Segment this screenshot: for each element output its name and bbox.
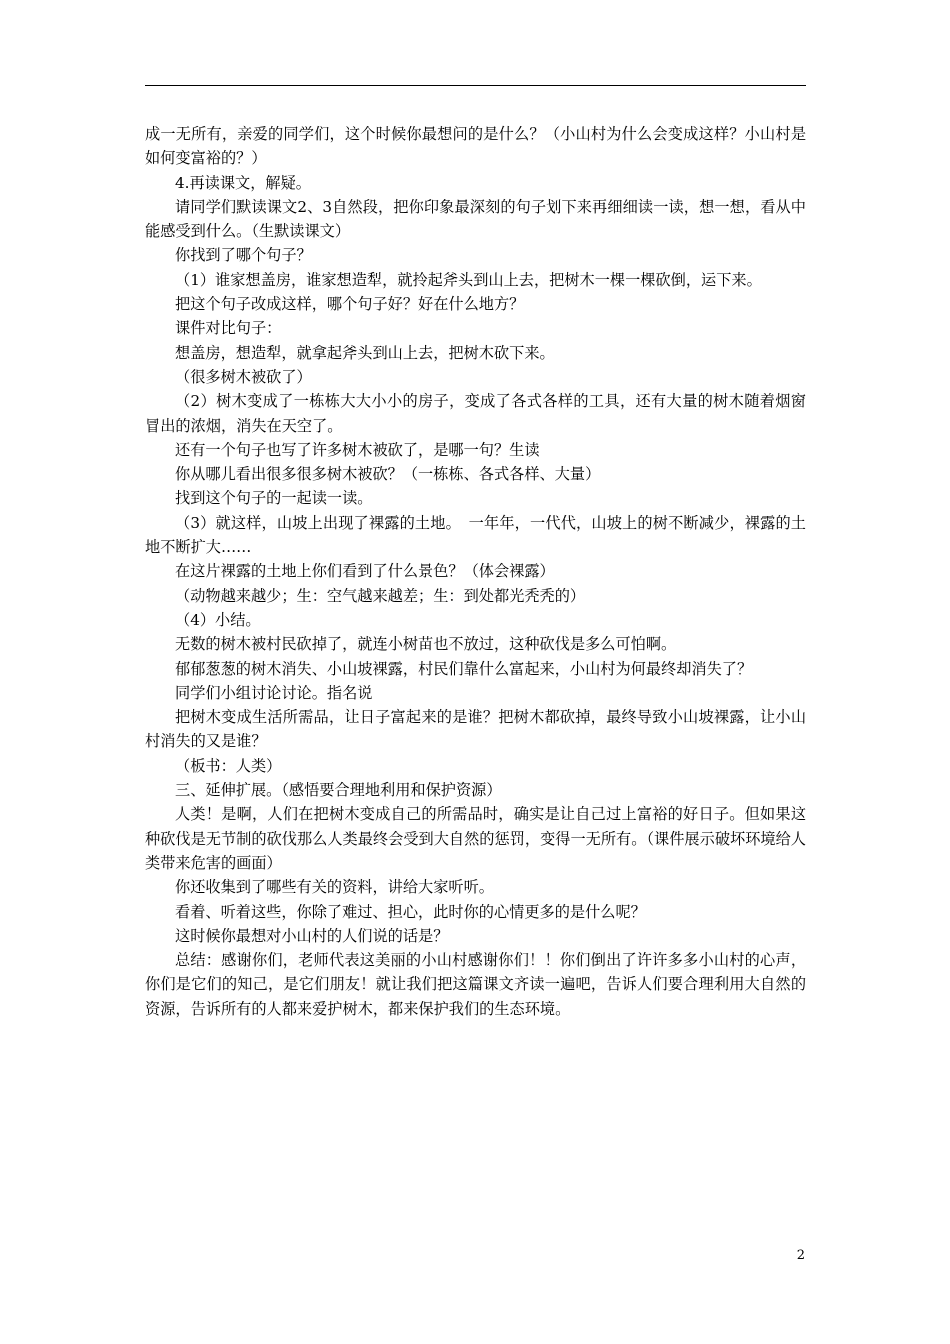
paragraph: 人类！是啊，人们在把树木变成自己的所需品时，确实是让自己过上富裕的好日子。但如果这种砍伐是无节制的砍伐那么人类最终会受到大自然的惩罚，变得一无所有。（课件展示破坏环境给人类带来危害的画面） xyxy=(145,805,806,872)
paragraph: （4）小结。 xyxy=(175,610,261,629)
paragraph: 你找到了哪个句子？ xyxy=(175,246,312,265)
paragraph: 你还收集到了哪些有关的资料，讲给大家听听。 xyxy=(175,878,494,897)
paragraph: 郁郁葱葱的树木消失、小山坡裸露，村民们靠什么富起来，小山村为何最终却消失了？ xyxy=(175,659,753,678)
paragraph: 课件对比句子： xyxy=(175,319,282,338)
paragraph: 总结：感谢你们，老师代表这美丽的小山村感谢你们！！你们倒出了许许多多小山村的心声，你们是它们的知己，是它们朋友！就让我们把这篇课文齐读一遍吧，告诉人们要合理利用大自然的资源，告诉所有的人都来爱护树木，都来保护我们的生态环境。 xyxy=(145,951,806,1018)
paragraph: 4.再读课文，解疑。 xyxy=(175,173,311,192)
paragraph: 请同学们默读课文2、3自然段，把你印象最深刻的句子划下来再细细读一读，想一想，看从中能感受到什么。（生默读课文） xyxy=(145,197,806,241)
paragraph: 还有一个句子也写了许多树木被砍了，是哪一句？生读 xyxy=(175,440,540,459)
paragraph: 把树木变成生活所需品，让日子富起来的是谁？把树木都砍掉，最终导致小山坡裸露，让小山村消失的又是谁？ xyxy=(145,708,806,751)
paragraph: 在这片裸露的土地上你们看到了什么景色？（体会裸露） xyxy=(175,562,555,581)
document-body xyxy=(145,122,806,1021)
paragraph: （2）树木变成了一栋栋大大小小的房子，变成了各式各样的工具，还有大量的树木随着烟窗冒出的浓烟，消失在天空了。 xyxy=(145,392,806,435)
paragraph: （很多树木被砍了） xyxy=(175,367,312,386)
paragraph: （3）就这样，山坡上出现了裸露的土地。 一年年，一代代，山坡上的树不断减少，裸露的土地不断扩大…… xyxy=(145,513,806,557)
paragraph: 成一无所有，亲爱的同学们，这个时候你最想问的是什么？（小山村为什么会变成这样？小山村是如何变富裕的？） xyxy=(145,125,806,168)
paragraph: 看着、听着这些，你除了难过、担心，此时你的心情更多的是什么呢？ xyxy=(175,902,646,921)
paragraph: 找到这个句子的一起读一读。 xyxy=(175,489,373,508)
paragraph: （动物越来越少；生：空气越来越差；生：到处都光秃秃的） xyxy=(175,586,586,605)
paragraph: 三、延伸扩展。（感悟要合理地利用和保护资源） xyxy=(175,781,502,800)
paragraph: 同学们小组讨论讨论。指名说 xyxy=(175,683,373,702)
page-number: 2 xyxy=(796,1248,805,1263)
header-rule xyxy=(145,85,806,86)
paragraph: 想盖房，想造犁，就拿起斧头到山上去，把树木砍下来。 xyxy=(175,343,555,362)
paragraph: （1）谁家想盖房，谁家想造犁，就拎起斧头到山上去，把树木一棵一棵砍倒，运下来。 xyxy=(175,270,762,289)
paragraph: 你从哪儿看出很多很多树木被砍？（一栋栋、各式各样、大量） xyxy=(175,465,601,484)
paragraph: 把这个句子改成这样，哪个句子好？好在什么地方？ xyxy=(175,295,525,314)
paragraph: （板书：人类） xyxy=(175,756,282,775)
paragraph: 这时候你最想对小山村的人们说的话是？ xyxy=(175,926,449,945)
paragraph: 无数的树木被村民砍掉了，就连小树苗也不放过，这种砍伐是多么可怕啊。 xyxy=(175,635,677,654)
